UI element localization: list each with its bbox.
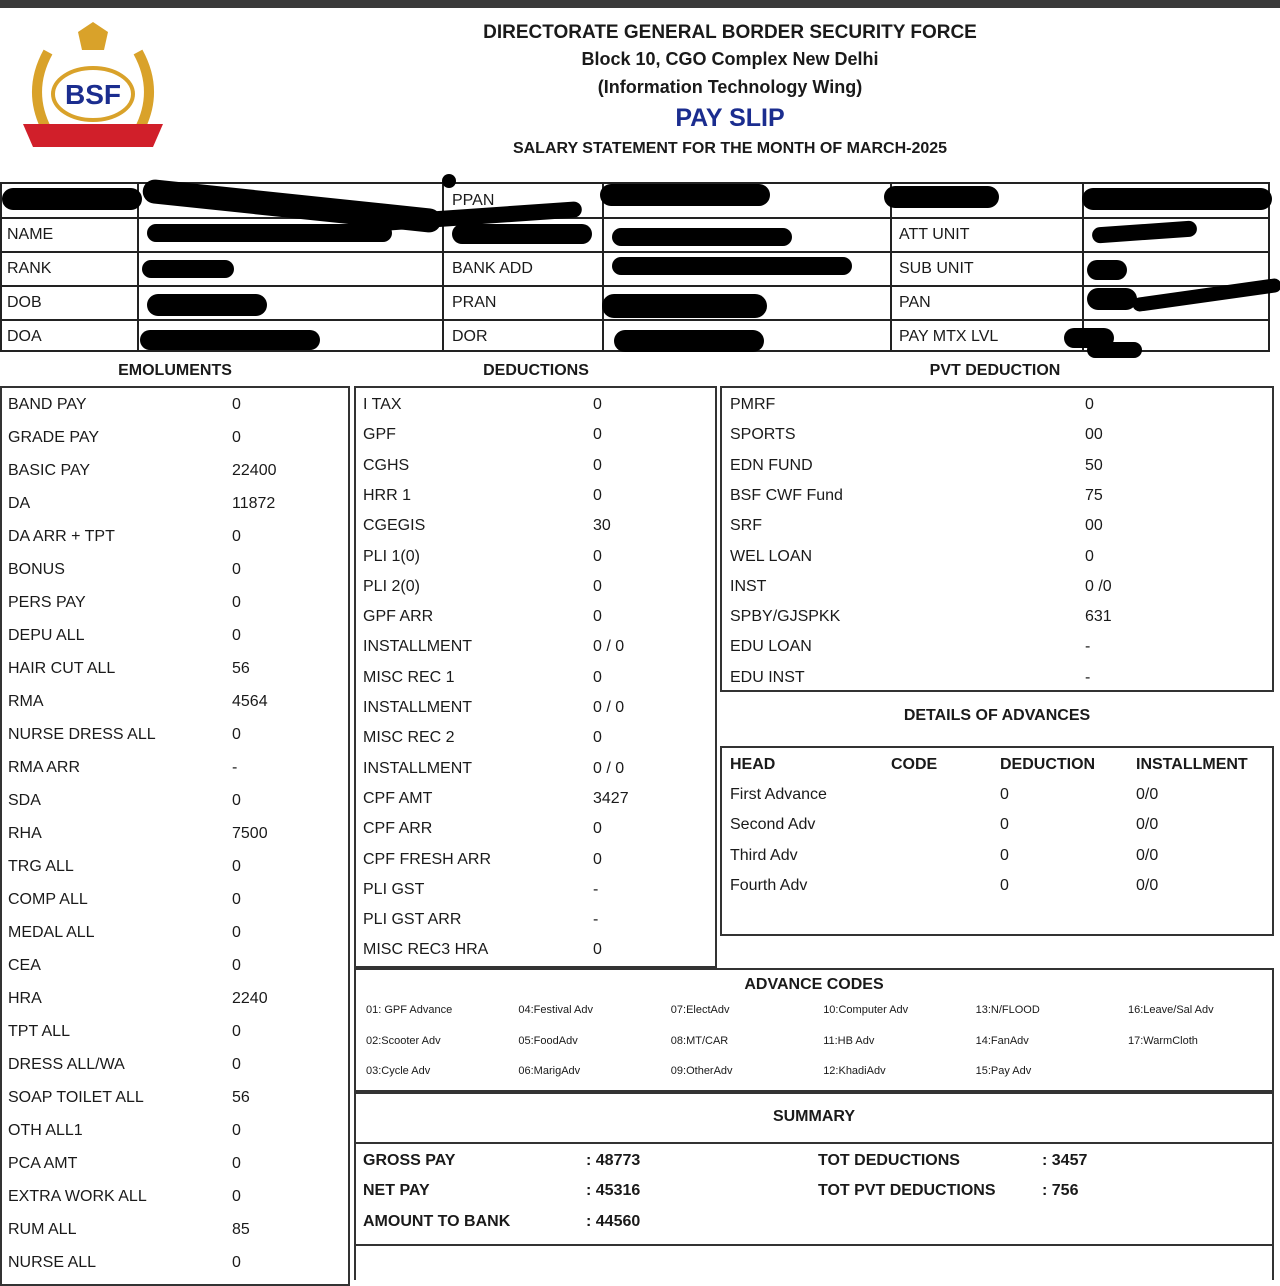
advance-code-item: 12:KhadiAdv (823, 1065, 886, 1077)
redaction-mark (884, 186, 999, 208)
pvt-deduction-label: EDU LOAN (730, 638, 812, 656)
gross-pay-value: : 48773 (586, 1152, 641, 1169)
deduction-label: PLI 2(0) (363, 577, 420, 595)
deduction-label: PLI GST ARR (363, 911, 462, 929)
emolument-label: NURSE ALL (8, 1254, 97, 1271)
advance-code-item: 15:Pay Adv (975, 1065, 1032, 1077)
redaction-mark (1087, 342, 1142, 358)
pvt-deduction-value: 0 (1085, 547, 1094, 565)
emolument-label: PERS PAY (8, 594, 86, 611)
emolument-value: 0 (232, 1023, 241, 1040)
emolument-value: 4564 (232, 693, 268, 710)
emolument-value: 0 (232, 627, 241, 644)
emolument-label: NURSE DRESS ALL (8, 726, 156, 743)
net-pay-value: : 45316 (586, 1182, 641, 1199)
emolument-label: RUM ALL (8, 1221, 77, 1238)
top-edge-bar (0, 0, 1280, 8)
advance-installment: 0/0 (1136, 816, 1159, 834)
deduction-label: PLI 1(0) (363, 547, 420, 565)
redaction-mark (452, 224, 592, 244)
deduction-label: MISC REC3 HRA (363, 941, 489, 959)
advance-code-item: 03:Cycle Adv (366, 1065, 431, 1077)
advance-head: First Advance (730, 786, 827, 803)
employee-info-grid (0, 182, 1270, 352)
emolument-value: 56 (232, 1089, 250, 1106)
emolument-label: PCA AMT (8, 1155, 78, 1172)
advance-head: Fourth Adv (730, 876, 808, 894)
pvt-deduction-value: 631 (1085, 608, 1112, 626)
emolument-value: 0 (232, 1056, 241, 1073)
deduction-label: HRR 1 (363, 486, 412, 504)
org-wing: (Information Technology Wing) (597, 77, 863, 97)
org-name: DIRECTORATE GENERAL BORDER SECURITY FORCE (483, 22, 977, 43)
emolument-value: 56 (232, 660, 250, 677)
redaction-mark (1092, 220, 1198, 243)
emolument-value: 7500 (232, 825, 268, 842)
deduction-value: 0 / 0 (593, 759, 625, 777)
dob-label: DOB (7, 294, 42, 311)
redaction-mark (2, 188, 142, 210)
advances-panel (720, 746, 1274, 936)
pvt-deduction-label: EDN FUND (730, 456, 813, 474)
deduction-label: CGHS (363, 456, 410, 474)
pvt-deduction-title: PVT DEDUCTION (929, 362, 1061, 379)
emolument-value: 0 (232, 957, 241, 974)
pvt-deduction-label: INST (730, 577, 767, 595)
emoluments-title: EMOLUMENTS (118, 362, 232, 379)
advance-code-item: 09:OtherAdv (670, 1065, 733, 1077)
advances-title: DETAILS OF ADVANCES (903, 707, 1091, 724)
deduction-value: 3427 (593, 789, 629, 807)
advance-deduction: 0 (1000, 876, 1009, 894)
advances-deduction-header: DEDUCTION (1000, 756, 1096, 773)
pvt-deduction-value: 00 (1085, 426, 1103, 444)
deduction-value: 0 (593, 577, 602, 595)
dor-label: DOR (452, 328, 488, 345)
sub-unit-label: SUB UNIT (899, 260, 974, 277)
deduction-label: INSTALLMENT (363, 638, 473, 656)
redaction-mark (612, 257, 852, 275)
emolument-label: HAIR CUT ALL (8, 660, 116, 677)
pvt-deduction-label: SPORTS (730, 426, 796, 444)
advance-head: Third Adv (730, 846, 798, 864)
redaction-mark (442, 174, 456, 188)
emolument-value: 0 (232, 429, 241, 446)
tot-deductions-label: TOT DEDUCTIONS (818, 1152, 960, 1169)
deduction-label: INSTALLMENT (363, 759, 473, 777)
rank-label: RANK (7, 260, 52, 277)
emolument-label: HRA (8, 990, 42, 1007)
emolument-value: 0 (232, 792, 241, 809)
pvt-deduction-value: 0 /0 (1085, 577, 1112, 595)
deduction-value: 0 (593, 729, 602, 747)
redaction-mark (1132, 278, 1280, 313)
deduction-value: 0 (593, 486, 602, 504)
advance-code-item: 01: GPF Advance (366, 1004, 453, 1016)
name-label: NAME (7, 226, 54, 243)
emolument-value: 0 (232, 396, 241, 413)
emolument-value: 0 (232, 924, 241, 941)
deduction-label: INSTALLMENT (363, 699, 473, 716)
amount-to-bank-label: AMOUNT TO BANK (363, 1213, 511, 1230)
deductions-title: DEDUCTIONS (483, 362, 589, 379)
org-address: Block 10, CGO Complex New Delhi (581, 49, 879, 69)
advances-installment-header: INSTALLMENT (1136, 756, 1248, 773)
emolument-value: 0 (232, 528, 241, 545)
tot-pvt-deductions-value: : 756 (1042, 1182, 1079, 1199)
deduction-value: 0 / 0 (593, 638, 625, 656)
pvt-deduction-label: EDU INST (730, 668, 805, 686)
advance-code-item: 13:N/FLOOD (975, 1004, 1040, 1016)
advance-code-item: 06:MarigAdv (518, 1065, 581, 1077)
redaction-mark (602, 294, 767, 318)
redaction-mark (140, 330, 320, 350)
emolument-value: 0 (232, 1122, 241, 1139)
att-unit-label: ATT UNIT (899, 226, 970, 243)
advance-code-item: 11:HB Adv (823, 1034, 875, 1047)
emolument-label: COMP ALL (8, 891, 88, 908)
emoluments-panel (0, 386, 350, 1286)
amount-to-bank-value: : 44560 (586, 1213, 641, 1230)
emolument-value: 0 (232, 1188, 241, 1205)
advance-code-item: 10:Computer Adv (823, 1004, 909, 1016)
advance-installment: 0/0 (1136, 786, 1159, 803)
ppan-label: PPAN (452, 192, 495, 209)
pran-label: PRAN (452, 294, 497, 311)
deduction-label: GPF ARR (363, 608, 434, 626)
advance-installment: 0/0 (1136, 876, 1159, 894)
pvt-deduction-value: - (1085, 668, 1091, 686)
advance-installment: 0/0 (1136, 846, 1159, 864)
advance-deduction: 0 (1000, 786, 1009, 803)
advance-deduction: 0 (1000, 846, 1009, 864)
deduction-value: 0 (593, 820, 602, 838)
advance-code-item: 05:FoodAdv (518, 1034, 578, 1047)
emolument-label: TPT ALL (8, 1023, 70, 1040)
pan-label: PAN (899, 294, 931, 311)
advance-code-item: 14:FanAdv (975, 1034, 1029, 1047)
deduction-label: I TAX (363, 396, 402, 413)
emolument-value: 0 (232, 561, 241, 578)
statement-title: SALARY STATEMENT FOR THE MONTH OF MARCH-2025 (512, 140, 948, 157)
redaction-mark (1087, 260, 1127, 280)
emolument-value: 0 (232, 858, 241, 875)
redaction-mark (1087, 288, 1137, 310)
advance-code-item: 02:Scooter Adv (366, 1034, 441, 1047)
advances-head-header: HEAD (730, 756, 776, 773)
advance-code-item: 07:ElectAdv (670, 1004, 730, 1016)
deduction-label: MISC REC 1 (363, 668, 455, 686)
deduction-value: 0 (593, 941, 602, 959)
advance-codes-title: ADVANCE CODES (744, 976, 884, 993)
emolument-label: EXTRA WORK ALL (8, 1188, 147, 1205)
advance-code-item: 04:Festival Adv (518, 1004, 593, 1016)
emolument-label: DA ARR + TPT (8, 528, 115, 545)
emolument-label: BAND PAY (8, 396, 87, 413)
pvt-deduction-value: 50 (1085, 456, 1103, 474)
emolument-label: GRADE PAY (8, 429, 99, 446)
deduction-label: MISC REC 2 (363, 729, 455, 747)
advance-head: Second Adv (730, 816, 816, 834)
emolument-label: BONUS (8, 561, 65, 578)
deduction-label: CPF AMT (363, 789, 433, 807)
emolument-label: RMA ARR (8, 759, 81, 776)
deduction-value: 0 (593, 396, 602, 413)
deduction-value: - (593, 880, 599, 898)
gross-pay-label: GROSS PAY (363, 1152, 456, 1169)
emolument-value: 0 (232, 1254, 241, 1271)
emolument-label: MEDAL ALL (8, 924, 95, 941)
summary-title: SUMMARY (772, 1108, 856, 1125)
tot-deductions-value: : 3457 (1042, 1152, 1088, 1169)
pvt-deduction-label: PMRF (730, 396, 776, 413)
emolument-label: CEA (8, 957, 41, 974)
emolument-label: SOAP TOILET ALL (8, 1089, 144, 1106)
emolument-label: OTH ALL1 (8, 1122, 83, 1139)
emolument-value: 0 (232, 1155, 241, 1172)
emolument-value: - (232, 759, 238, 776)
pvt-deduction-label: BSF CWF Fund (730, 486, 843, 504)
deduction-value: 0 (593, 456, 602, 474)
tot-pvt-deductions-label: TOT PVT DEDUCTIONS (818, 1182, 996, 1199)
redaction-mark (614, 330, 764, 352)
emolument-value: 22400 (232, 462, 277, 479)
pvt-deduction-label: SPBY/GJSPKK (730, 608, 841, 626)
advance-code-item: 17:WarmCloth (1128, 1034, 1198, 1047)
deduction-label: PLI GST (363, 880, 425, 898)
deduction-label: CGEGIS (363, 517, 426, 535)
deduction-value: 0 (593, 850, 602, 868)
emolument-label: BASIC PAY (8, 462, 91, 479)
emolument-label: DEPU ALL (8, 627, 85, 644)
redaction-mark (600, 184, 770, 206)
redaction-mark (142, 260, 234, 278)
advance-deduction: 0 (1000, 816, 1009, 834)
emolument-value: 85 (232, 1221, 250, 1238)
deduction-value: 0 (593, 547, 602, 565)
pvt-deduction-value: 0 (1085, 396, 1094, 413)
emolument-label: TRG ALL (8, 858, 74, 875)
emolument-label: DA (8, 495, 31, 512)
deduction-value: 0 (593, 608, 602, 626)
doa-label: DOA (7, 328, 42, 345)
deduction-label: GPF (363, 426, 396, 444)
emolument-value: 11872 (232, 495, 276, 512)
pvt-deduction-label: WEL LOAN (730, 547, 813, 565)
bank-add-label: BANK ADD (452, 260, 533, 277)
advances-code-header: CODE (891, 756, 938, 773)
deduction-value: - (593, 911, 599, 929)
emolument-value: 2240 (232, 990, 268, 1007)
logo-text: BSF (65, 79, 121, 110)
doc-title: PAY SLIP (675, 104, 785, 132)
deduction-value: 0 / 0 (593, 699, 625, 716)
pvt-deduction-value: 00 (1085, 517, 1103, 535)
advance-code-item: 08:MT/CAR (670, 1034, 729, 1047)
emolument-label: DRESS ALL/WA (8, 1056, 125, 1073)
deduction-value: 0 (593, 426, 602, 444)
net-pay-label: NET PAY (363, 1182, 430, 1199)
redaction-mark (147, 294, 267, 316)
pvt-deduction-value: 75 (1085, 486, 1103, 504)
deduction-label: CPF FRESH ARR (363, 850, 492, 868)
emolument-label: RMA (8, 693, 44, 710)
emolument-value: 0 (232, 594, 241, 611)
deduction-value: 30 (593, 517, 611, 535)
redaction-mark (147, 224, 392, 242)
advance-code-item: 16:Leave/Sal Adv (1128, 1004, 1214, 1016)
deduction-label: CPF ARR (363, 820, 433, 838)
emolument-value: 0 (232, 726, 241, 743)
deduction-value: 0 (593, 668, 602, 686)
emolument-value: 0 (232, 891, 241, 908)
emolument-label: SDA (8, 792, 41, 809)
emolument-label: RHA (8, 825, 42, 842)
redaction-mark (612, 228, 792, 246)
pay-mtx-lvl-label: PAY MTX LVL (899, 328, 999, 345)
pvt-deduction-value: - (1085, 638, 1091, 656)
redaction-mark (1082, 188, 1272, 210)
pvt-deduction-label: SRF (730, 517, 762, 535)
bsf-emblem-logo (18, 22, 168, 157)
